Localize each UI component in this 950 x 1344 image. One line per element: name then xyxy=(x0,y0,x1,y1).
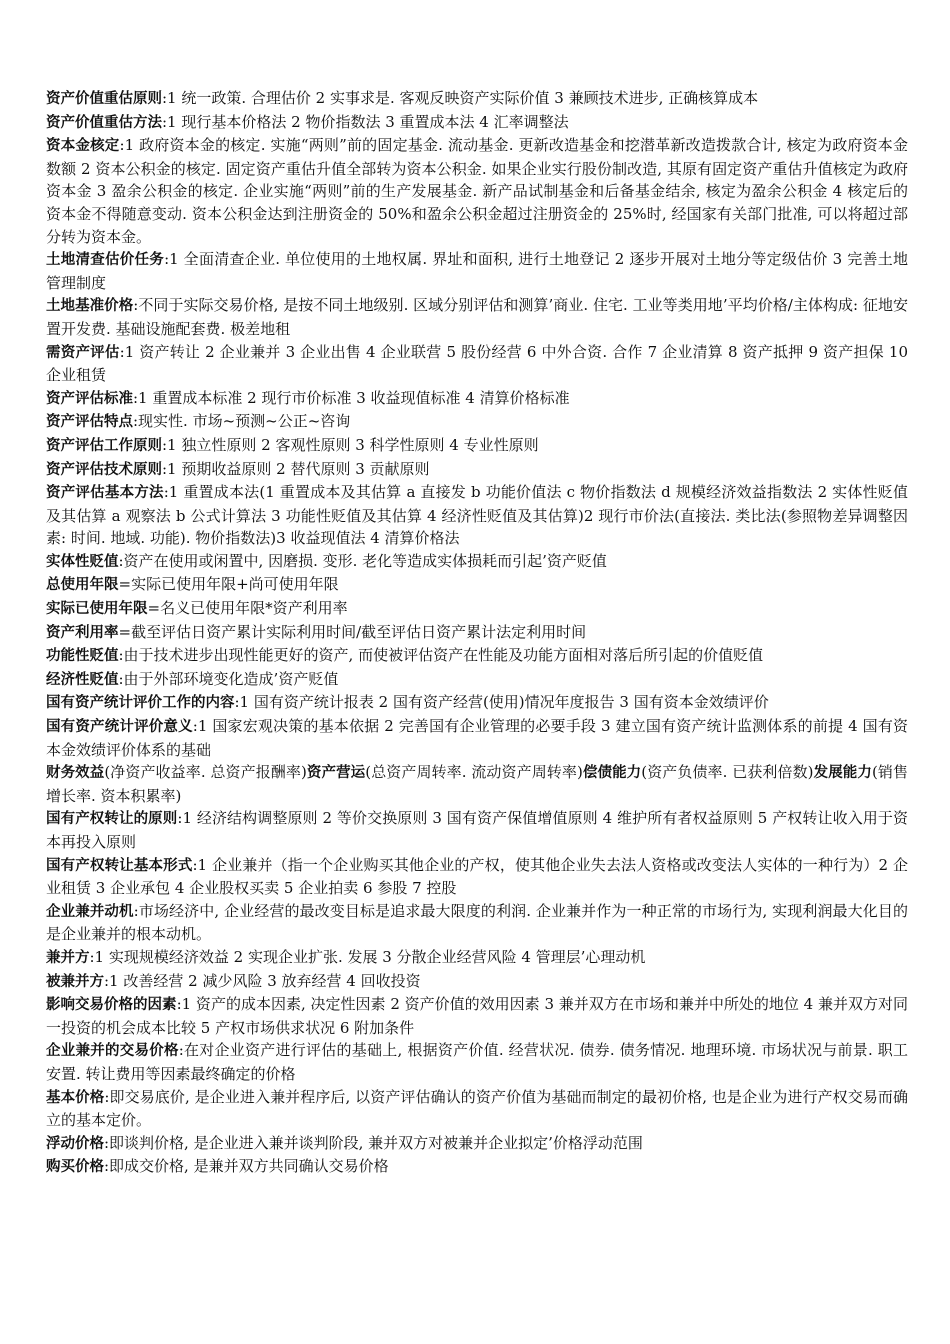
glossary-entry xyxy=(46,854,908,900)
glossary-entry xyxy=(46,87,908,111)
entry-term: 被兼并方 xyxy=(46,973,104,990)
entry-definition: :1 实现规模经济效益 2 实现企业扩张. 发展 3 分散企业经营风险 4 管理层’心理动机 xyxy=(89,947,646,966)
entry-definition: :即谈判价格, 是企业进入兼并谈判阶段, 兼并双方对被兼并企业拟定’价格浮动范围 xyxy=(104,1133,643,1152)
entry-term: 资产评估基本方法 xyxy=(46,485,164,502)
glossary-entry xyxy=(46,1039,908,1085)
glossary-entry xyxy=(46,807,908,853)
glossary-entry xyxy=(46,761,908,807)
glossary-entry xyxy=(46,715,908,761)
entry-definition: =截至评估日资产累计实际利用时间/截至评估日资产累计法定利用时间 xyxy=(118,622,587,641)
glossary-entry xyxy=(46,341,908,387)
entry-definition: :1 预期收益原则 2 替代原则 3 贡献原则 xyxy=(162,459,430,478)
entry-term: 兼并方 xyxy=(46,949,90,966)
glossary-entry xyxy=(46,134,908,248)
entry-term: 国有资产统计评价工作的内容 xyxy=(46,695,235,712)
glossary-entry xyxy=(46,946,908,970)
entry-definition: :1 资产转让 2 企业兼并 3 企业出售 4 企业联营 5 股份经营 6 中外合资. 合作 7 企业清算 8 资产抵押 9 资产担保 10 企业租赁 xyxy=(46,342,908,385)
entry-term: 浮动价格 xyxy=(46,1135,104,1152)
entry-definition: :由于技术进步出现性能更好的资产, 而使被评估资产在性能及功能方面相对落后所引起的价值贬值 xyxy=(118,646,764,665)
entry-definition: :1 现行基本价格法 2 物价指数法 3 重置成本法 4 汇率调整法 xyxy=(162,112,569,131)
entry-definition: :1 企业兼并（指一个企业购买其他企业的产权，使其他企业失去法人资格或改变法人实体的一种行为）2 企业租赁 3 企业承包 4 企业股权买卖 5 企业拍卖 6 参股 7 控股 xyxy=(46,855,908,898)
glossary-entry xyxy=(46,900,908,946)
entry-definition: =名义已使用年限*资产利用率 xyxy=(147,599,348,618)
entry-definition: :1 重置成本法(1 重置成本及其估算 a 直接发 b 功能价值法 c 物价指数法 d 规模经济效益指数法 2 实体性贬值及其估算 a 观察法 b 公式计算法 3 功能性贬值及其估算 4 经济性贬值及其估算)2 现行市价法(直接法. 类比法(参照物差异调整因素: 时间. 地域. 功能). 物价指数法)3 收益现值法 4 清算价格法 xyxy=(46,483,909,548)
glossary-entry xyxy=(46,993,908,1039)
entry-definition: :资产在使用或闲置中, 因磨损. 变形. 老化等造成实体损耗而引起’资产贬值 xyxy=(118,551,607,570)
entry-definition: (资产负债率. 已获利倍数) xyxy=(641,763,814,782)
entry-term: 偿债能力 xyxy=(582,765,642,782)
entry-term: 土地清查估价任务 xyxy=(46,252,165,269)
entry-definition: :市场经济中, 企业经营的最改变目标是追求最大限度的利润. 企业兼并作为一种正常的市场行为, 实现利润最大化目的是企业兼并的根本动机。 xyxy=(46,901,908,944)
entry-definition: :1 资产的成本因素, 决定性因素 2 资产价值的效用因素 3 兼并双方在市场和兼并中所处的地位 4 兼并双方对同一投资的机会成本比较 5 产权市场供求状况 6 附加条件 xyxy=(46,995,908,1037)
entry-definition: :1 经济结构调整原则 2 等价交换原则 3 国有资产保值增值原则 4 维护所有者权益原则 5 产权转让收入用于资本再投入原则 xyxy=(46,809,908,851)
entry-term: 基本价格 xyxy=(46,1089,105,1106)
glossary-entry xyxy=(46,644,908,668)
entry-term: 购买价格 xyxy=(46,1159,104,1176)
entry-term: 实体性贬值 xyxy=(46,553,119,570)
entry-definition: :1 全面清查企业. 单位使用的土地权属. 界址和面积, 进行土地登记 2 逐步开展对土地分等定级估价 3 完善土地管理制度 xyxy=(46,250,909,292)
entry-term: 资产评估技术原则 xyxy=(46,461,162,478)
entry-term: 资产评估特点 xyxy=(46,414,133,431)
entry-term: 总使用年限 xyxy=(46,577,119,594)
glossary-entry xyxy=(46,387,908,411)
entry-term: 财务效益 xyxy=(46,765,105,782)
entry-term: 资产价值重估方法 xyxy=(46,114,162,131)
glossary-entry xyxy=(46,410,908,434)
entry-definition: (销售增长率. 资本积累率) xyxy=(46,763,909,805)
glossary-entry xyxy=(46,1086,908,1132)
entry-term: 土地基准价格 xyxy=(46,298,134,315)
entry-term: 功能性贬值 xyxy=(46,648,119,665)
entry-definition: :即成交价格, 是兼并双方共同确认交易价格 xyxy=(104,1157,389,1176)
entry-definition: :在对企业资产进行评估的基础上, 根据资产价值. 经营状况. 债券. 债务情况. 地理环境. 市场状况与前景. 职工安置. 转让费用等因素最终确定的价格 xyxy=(46,1041,909,1083)
document-page xyxy=(46,87,908,1179)
entry-term: 资产价值重估原则 xyxy=(46,91,162,107)
entry-term: 企业兼并动机 xyxy=(46,903,134,920)
glossary-entry xyxy=(46,970,908,994)
entry-term: 资本金核定 xyxy=(46,138,120,155)
entry-definition: :1 国家宏观决策的基本依据 2 完善国有企业管理的必要手段 3 建立国有资产统计监测体系的前提 4 国有资本金效绩评价体系的基础 xyxy=(46,717,909,759)
entry-term: 经济性贬值 xyxy=(46,671,119,688)
glossary-entry xyxy=(46,294,908,340)
entry-definition: :1 重置成本标准 2 现行市价标准 3 收益现值标准 4 清算价格标准 xyxy=(133,388,570,407)
entry-definition: :由于外部环境变化造成’资产贬值 xyxy=(118,669,339,688)
glossary-entry xyxy=(46,248,908,294)
entry-term: 资产利用率 xyxy=(46,624,119,641)
entry-term: 实际已使用年限 xyxy=(46,601,148,618)
entry-term: 资产评估工作原则 xyxy=(46,437,162,454)
glossary-entry xyxy=(46,668,908,692)
glossary-entry xyxy=(46,573,908,597)
glossary-entry xyxy=(46,111,908,135)
entry-definition: :1 国有资产统计报表 2 国有资产经营(使用)情况年度报告 3 国有资本金效绩评价 xyxy=(234,693,769,712)
entry-term: 发展能力 xyxy=(813,765,872,782)
entry-definition: (净资产收益率. 总资产报酬率) xyxy=(104,763,307,782)
entry-definition: :现实性. 市场~预测~公正~咨询 xyxy=(133,412,351,431)
entry-definition: (总资产周转率. 流动资产周转率) xyxy=(365,763,583,782)
entry-term: 国有产权转让的原则 xyxy=(46,811,178,828)
entry-definition: :即交易底价, 是企业进入兼并程序后, 以资产评估确认的资产价值为基础而制定的最初价格, 也是企业为进行产权交易而确立的基本定价。 xyxy=(46,1087,909,1130)
glossary-entry xyxy=(46,597,908,621)
entry-definition: :1 统一政策. 合理估价 2 实事求是. 客观反映资产实际价值 3 兼顾技术进步, 正确核算成本 xyxy=(162,89,759,107)
entry-term: 企业兼并的交易价格 xyxy=(46,1043,179,1060)
glossary-entry xyxy=(46,550,908,574)
entry-term: 国有资产统计评价意义 xyxy=(46,719,193,736)
glossary-entry xyxy=(46,1132,908,1156)
glossary-entry xyxy=(46,434,908,458)
entry-definition: :不同于实际交易价格, 是按不同土地级别. 区域分别评估和测算’商业. 住宅. 工业等类用地’平均价格/主体构成: 征地安置开发费. 基础设施配套费. 极差地租 xyxy=(46,296,908,338)
entry-term: 需资产评估 xyxy=(46,344,120,361)
entry-term: 资产营运 xyxy=(306,765,366,782)
glossary-entry xyxy=(46,1155,908,1179)
glossary-entry xyxy=(46,621,908,645)
entry-definition: :1 政府资本金的核定. 实施“两则”前的固定基金. 流动基金. 更新改造基金和挖潜革新改造拨款合计, 核定为政府资本金数额 2 资本公积金的核定. 固定资产重估升值全部转为资本公积金. 如果企业实行股份制改造, 其原有固定资产重估升值核定为政府资本金 3 盈余公积金的核定. 企业实施“两则”前的生产发展基金. 新产品试制基金和后备基金结余, 核定为盈余公积金 4 核定后的资本金不得随意变动. 资本公积金达到注册资金的 50%和盈余公积金超过注册资金的 25%时, 经国家有关部门批准, 可以将超过部分转为资本金。 xyxy=(46,136,909,246)
glossary-entry xyxy=(46,691,908,715)
entry-definition: =实际已使用年限+尚可使用年限 xyxy=(118,575,339,594)
entry-definition: :1 改善经营 2 减少风险 3 放弃经营 4 回收投资 xyxy=(104,971,421,990)
entry-term: 影响交易价格的因素 xyxy=(46,997,177,1014)
glossary-entry xyxy=(46,481,908,550)
glossary-entry xyxy=(46,458,908,482)
entry-term: 资产评估标准 xyxy=(46,390,133,407)
entry-term: 国有产权转让基本形式 xyxy=(46,857,193,874)
entry-definition: :1 独立性原则 2 客观性原则 3 科学性原则 4 专业性原则 xyxy=(162,435,539,454)
